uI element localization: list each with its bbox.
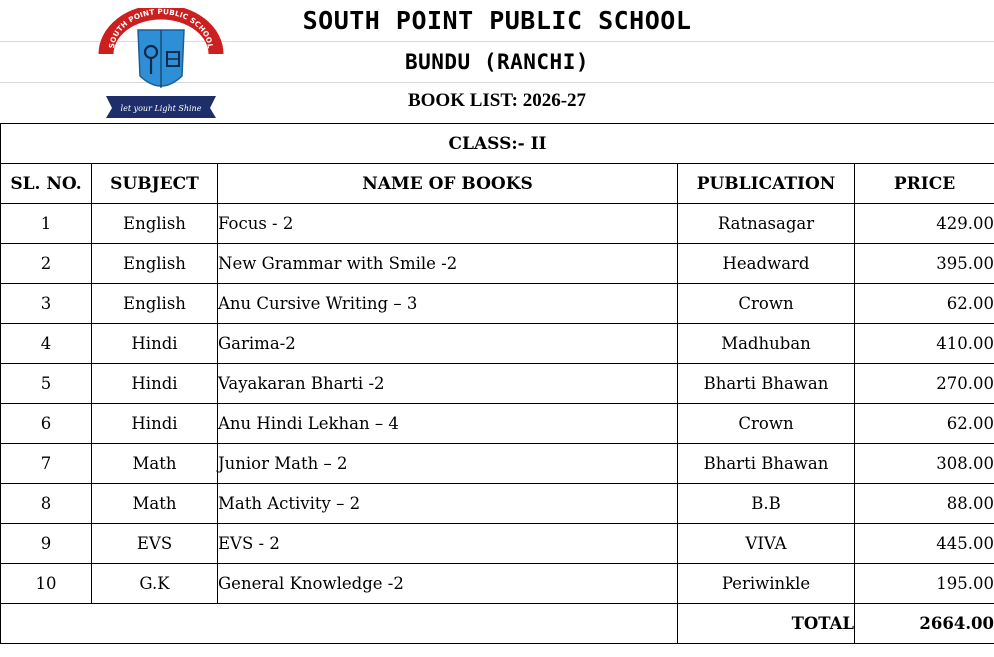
subject-cell: Hindi bbox=[92, 324, 218, 364]
table-row bbox=[1, 564, 994, 604]
price-cell: 410.00 bbox=[855, 324, 994, 364]
price-cell: 62.00 bbox=[855, 404, 994, 444]
book-name-cell: Junior Math – 2 bbox=[218, 444, 678, 484]
price-cell: 270.00 bbox=[855, 364, 994, 404]
publication-cell: Madhuban bbox=[678, 324, 855, 364]
sl-no-cell: 2 bbox=[1, 244, 92, 284]
book-name-cell: EVS - 2 bbox=[218, 524, 678, 564]
col-header-book-name: NAME OF BOOKS bbox=[218, 164, 678, 204]
header-row bbox=[1, 164, 994, 204]
table-row bbox=[1, 204, 994, 244]
subject-cell: Math bbox=[92, 484, 218, 524]
col-header-subject: SUBJECT bbox=[92, 164, 218, 204]
publication-cell: Ratnasagar bbox=[678, 204, 855, 244]
book-name-cell: Math Activity – 2 bbox=[218, 484, 678, 524]
sl-no-cell: 9 bbox=[1, 524, 92, 564]
book-name-cell: Anu Cursive Writing – 3 bbox=[218, 284, 678, 324]
publication-cell: Crown bbox=[678, 404, 855, 444]
sl-no-cell: 7 bbox=[1, 444, 92, 484]
subject-cell: English bbox=[92, 244, 218, 284]
school-location: BUNDU (RANCHI) bbox=[404, 50, 589, 74]
book-name-cell: Vayakaran Bharti -2 bbox=[218, 364, 678, 404]
table-row bbox=[1, 524, 994, 564]
price-cell: 195.00 bbox=[855, 564, 994, 604]
publication-cell: Bharti Bhawan bbox=[678, 444, 855, 484]
total-row bbox=[1, 604, 994, 644]
publication-cell: Headward bbox=[678, 244, 855, 284]
total-label: TOTAL bbox=[678, 604, 855, 644]
subject-cell: Math bbox=[92, 444, 218, 484]
sl-no-cell: 10 bbox=[1, 564, 92, 604]
publication-cell: Periwinkle bbox=[678, 564, 855, 604]
school-name: SOUTH POINT PUBLIC SCHOOL bbox=[302, 6, 692, 35]
subject-cell: Hindi bbox=[92, 364, 218, 404]
class-label: CLASS:- II bbox=[1, 124, 994, 164]
total-value: 2664.00 bbox=[855, 604, 994, 644]
book-list-title: BOOK LIST: 2026-27 bbox=[407, 90, 587, 111]
table-row bbox=[1, 284, 994, 324]
school-logo bbox=[96, 8, 226, 122]
publication-cell: VIVA bbox=[678, 524, 855, 564]
col-header-sl-no: SL. NO. bbox=[1, 164, 92, 204]
table-row bbox=[1, 244, 994, 284]
publication-cell: Bharti Bhawan bbox=[678, 364, 855, 404]
subject-cell: G.K bbox=[92, 564, 218, 604]
sl-no-cell: 6 bbox=[1, 404, 92, 444]
table-row bbox=[1, 324, 994, 364]
subject-cell: EVS bbox=[92, 524, 218, 564]
class-row bbox=[1, 124, 994, 164]
subject-cell: Hindi bbox=[92, 404, 218, 444]
book-name-cell: New Grammar with Smile -2 bbox=[218, 244, 678, 284]
table-row bbox=[1, 484, 994, 524]
book-name-cell: Anu Hindi Lekhan – 4 bbox=[218, 404, 678, 444]
sl-no-cell: 3 bbox=[1, 284, 92, 324]
sl-no-cell: 1 bbox=[1, 204, 92, 244]
subject-cell: English bbox=[92, 284, 218, 324]
col-header-publication: PUBLICATION bbox=[678, 164, 855, 204]
sl-no-cell: 8 bbox=[1, 484, 92, 524]
book-name-cell: Garima-2 bbox=[218, 324, 678, 364]
price-cell: 429.00 bbox=[855, 204, 994, 244]
publication-cell: Crown bbox=[678, 284, 855, 324]
sl-no-cell: 4 bbox=[1, 324, 92, 364]
sl-no-cell: 5 bbox=[1, 364, 92, 404]
book-list-table bbox=[0, 123, 994, 644]
table-row bbox=[1, 404, 994, 444]
table-row bbox=[1, 364, 994, 404]
publication-cell: B.B bbox=[678, 484, 855, 524]
book-name-cell: Focus - 2 bbox=[218, 204, 678, 244]
price-cell: 308.00 bbox=[855, 444, 994, 484]
price-cell: 88.00 bbox=[855, 484, 994, 524]
book-name-cell: General Knowledge -2 bbox=[218, 564, 678, 604]
table-row bbox=[1, 444, 994, 484]
price-cell: 62.00 bbox=[855, 284, 994, 324]
price-cell: 395.00 bbox=[855, 244, 994, 284]
logo-ring-text: SOUTH POINT PUBLIC SCHOOL bbox=[106, 8, 216, 49]
subject-cell: English bbox=[92, 204, 218, 244]
price-cell: 445.00 bbox=[855, 524, 994, 564]
total-blank-cell bbox=[1, 604, 678, 644]
col-header-price: PRICE bbox=[855, 164, 994, 204]
logo-motto: let your Light Shine bbox=[120, 104, 202, 113]
